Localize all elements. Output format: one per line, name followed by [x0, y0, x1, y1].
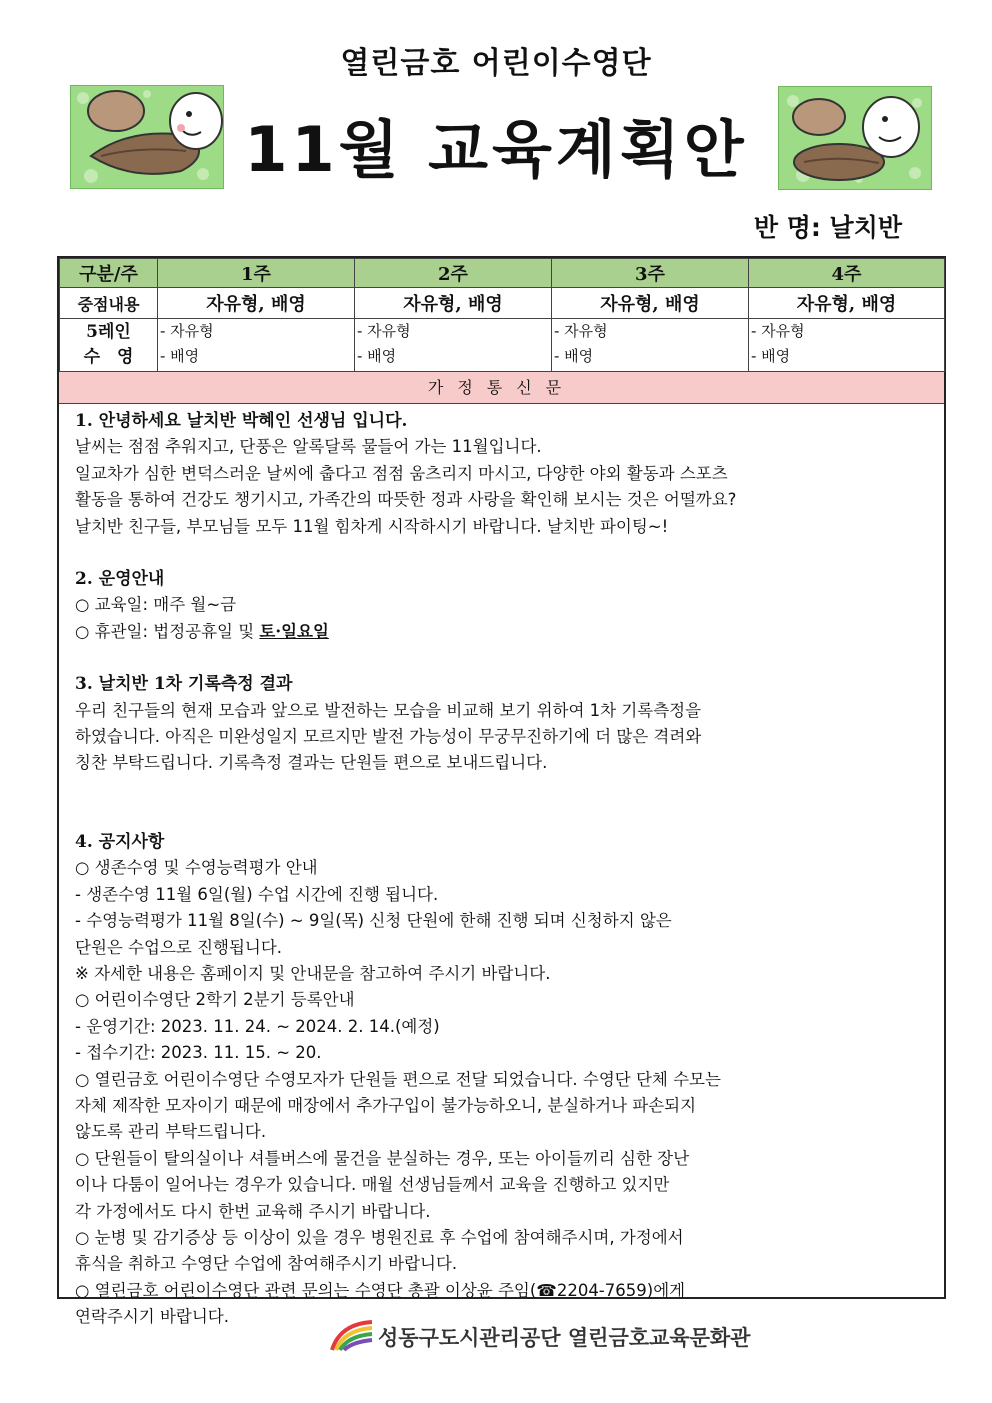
section-2-day: ○ 교육일: 매주 월~금 — [75, 595, 237, 615]
main-title: 11월 교육계획안 — [244, 113, 748, 186]
notice-line: ○ 열린금호 어린이수영단 수영모자가 단원들 편으로 전달 되었습니다. 수영단 단체 수모는 — [75, 1069, 721, 1089]
header-label-cell: 구분/주 — [60, 259, 158, 288]
lane-item: - 배영 — [751, 347, 791, 365]
section-3-line: 하였습니다. 아직은 미완성일지 모르지만 발전 가능성이 무궁무진하기에 더 많은 격려와 — [75, 727, 702, 747]
lane-cell-3 — [552, 319, 749, 372]
lane-item: - 자유형 — [160, 322, 214, 340]
section-4-title: 4. 공지사항 — [75, 831, 165, 852]
holiday-prefix: ○ 휴관일: 법정공휴일 및 — [75, 621, 260, 641]
notice-line: - 접수기간: 2023. 11. 15. ~ 20. — [75, 1043, 322, 1063]
lane-item: - 자유형 — [554, 322, 608, 340]
class-name: 반 명: 날치반 — [753, 213, 902, 242]
notice-line: 이나 다툼이 일어나는 경우가 있습니다. 매월 선생님들께서 교육을 진행하고 있지만 — [75, 1175, 670, 1195]
focus-cell-4: 자유형, 배영 — [749, 288, 945, 319]
section-3-line: 우리 친구들의 현재 모습과 앞으로 발전하는 모습을 비교해 보기 위하여 1차 기록측정을 — [75, 700, 702, 720]
notice-line: ○ 어린이수영단 2학기 2분기 등록안내 — [75, 990, 355, 1010]
newsletter-title: 가정통신문 — [59, 371, 944, 404]
lane-label-cell — [60, 319, 158, 372]
lane-item: - 자유형 — [751, 322, 805, 340]
weekly-plan-table — [59, 258, 945, 372]
notice-line: ○ 생존수영 및 수영능력평가 안내 — [75, 858, 318, 878]
section-1-line: 일교차가 심한 변덕스러운 날씨에 춥다고 점점 움츠리지 마시고, 다양한 야외 활동과 스포츠 — [75, 463, 728, 483]
footer — [330, 1316, 751, 1356]
notice-line: ○ 단원들이 탈의실이나 셔틀버스에 물건을 분실하는 경우, 또는 아이들끼리 심한 장난 — [75, 1148, 690, 1168]
focus-row — [60, 288, 945, 319]
section-3-line: 칭찬 부탁드립니다. 기록측정 결과는 단원들 편으로 보내드립니다. — [75, 753, 548, 773]
footer-org-name: 성동구도시관리공단 열린금호교육문화관 — [378, 1326, 751, 1350]
focus-label-cell: 중점내용 — [60, 288, 158, 319]
section-1-line: 날씨는 점점 추워지고, 단풍은 알록달록 물들어 가는 11월입니다. — [75, 437, 542, 457]
notice-line: ○ 눈병 및 감기증상 등 이상이 있을 경우 병원진료 후 수업에 참여해주시며, 가정에서 — [75, 1227, 684, 1247]
lane-label-line-1: 5레인 — [86, 322, 131, 342]
notice-line: 휴식을 취하고 수영단 수업에 참여해주시기 바랍니다. — [75, 1254, 458, 1274]
week-header-2: 2주 — [355, 259, 552, 288]
focus-cell-1: 자유형, 배영 — [158, 288, 355, 319]
week-header-1: 1주 — [158, 259, 355, 288]
notice-line: 연락주시기 바랍니다. — [75, 1307, 229, 1327]
lane-cell-2 — [355, 319, 552, 372]
notice-line: 단원은 수업으로 진행됩니다. — [75, 937, 283, 957]
notice-line: - 수영능력평가 11월 8일(수) ~ 9일(목) 신청 단원에 한해 진행 되며 신청하지 않은 — [75, 911, 672, 931]
focus-cell-2: 자유형, 배영 — [355, 288, 552, 319]
section-2-title: 2. 운영안내 — [75, 569, 165, 590]
holiday-emphasis: 토·일요일 — [259, 621, 329, 641]
notice-line: - 생존수영 11월 6일(월) 수업 시간에 진행 됩니다. — [75, 884, 439, 904]
table-header-row — [60, 259, 945, 288]
focus-cell-3: 자유형, 배영 — [552, 288, 749, 319]
section-3-title: 3. 날치반 1차 기록측정 결과 — [75, 674, 293, 695]
notice-line: 자체 제작한 모자이기 때문에 매장에서 추가구입이 불가능하오니, 분실하거나 파손되지 — [75, 1095, 697, 1115]
lane-item: - 배영 — [160, 347, 200, 365]
section-1-title: 1. 안녕하세요 날치반 박혜인 선생님 입니다. — [75, 411, 408, 431]
lane-cell-4 — [749, 319, 945, 372]
rainbow-logo-icon — [330, 1318, 374, 1352]
week-header-3: 3주 — [552, 259, 749, 288]
section-1-line: 활동을 통하여 건강도 챙기시고, 가족간의 따뜻한 정과 사랑을 확인해 보시는 것은 어떨까요? — [75, 490, 737, 510]
notice-line: 않도록 관리 부탁드립니다. — [75, 1122, 267, 1142]
notice-line: - 운영기간: 2023. 11. 24. ~ 2024. 2. 14.(예정) — [75, 1016, 440, 1036]
lane-cell-1 — [158, 319, 355, 372]
section-2-holiday — [75, 619, 935, 645]
lane-item: - 배영 — [357, 347, 397, 365]
section-1-line: 날치반 친구들, 부모님들 모두 11월 힘차게 시작하시기 바랍니다. 날치반 파이팅~! — [75, 516, 669, 536]
notice-line: 각 가정에서도 다시 한번 교육해 주시기 바랍니다. — [75, 1201, 431, 1221]
lane-row — [60, 319, 945, 372]
org-title: 열린금호 어린이수영단 — [340, 46, 652, 81]
notice-line: ※ 자세한 내용은 홈페이지 및 안내문을 참고하여 주시기 바랍니다. — [75, 963, 551, 983]
fish-mascot-right-image — [778, 86, 932, 190]
lane-item: - 자유형 — [357, 322, 411, 340]
lane-label-line-2: 수 영 — [83, 347, 134, 367]
newsletter-content — [75, 408, 935, 1331]
week-header-4: 4주 — [749, 259, 945, 288]
notice-line: ○ 열린금호 어린이수영단 관련 문의는 수영단 총괄 이상윤 주임(☎2204-7659)에게 — [75, 1280, 686, 1300]
plan-box — [57, 256, 946, 1327]
lane-item: - 배영 — [554, 347, 594, 365]
